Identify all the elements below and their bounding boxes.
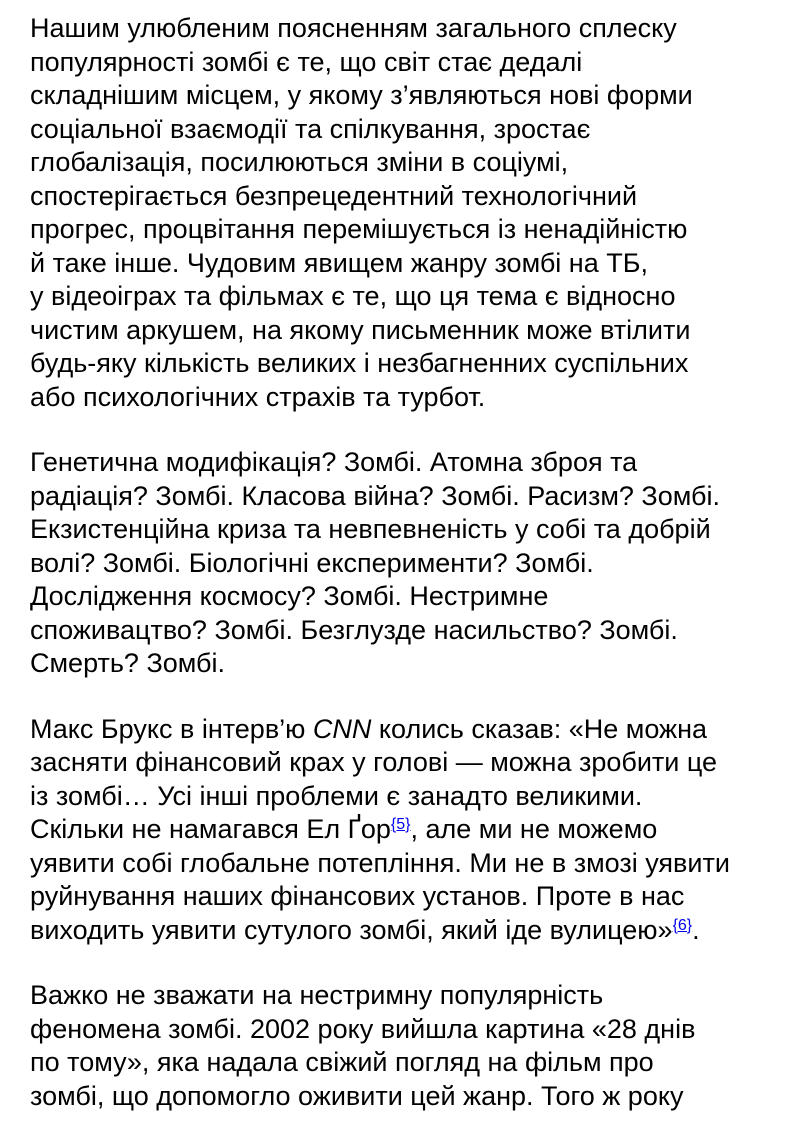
footnote-link-5[interactable]: {5}	[390, 816, 411, 833]
text-line: зомбі, що допомогло оживити цей жанр. Того ж року	[30, 1080, 684, 1111]
document-page	[30, 12, 775, 1145]
text-line: Смерть? Зомбі.	[30, 648, 225, 678]
text-segment: , але ми не можемо	[410, 814, 658, 844]
text-line: чистим аркушем, на якому письменник може втілити	[30, 314, 691, 345]
text-line	[30, 713, 775, 747]
text-line: Генетична модифікація? Зомбі. Атомна зброя та	[30, 447, 638, 477]
text-line: прогрес, процвітання перемішується із ненадійністю	[30, 214, 688, 244]
paragraph-zombie-list	[30, 446, 775, 681]
text-line: уявити собі глобальне потепління. Ми не в змозі уявити	[30, 847, 730, 878]
text-line: спостерігається безпрецедентний технологічний	[30, 180, 638, 211]
paragraph-zombie-phenomenon	[30, 979, 775, 1113]
text-line: із зомбі… Усі інші проблеми є занадто великими.	[30, 780, 643, 811]
text-line: споживацтво? Зомбі. Безглузде насильство? Зомбі.	[30, 614, 678, 645]
text-line	[30, 914, 775, 948]
text-line: по тому», яка надала свіжий погляд на фільм про	[30, 1047, 654, 1077]
text-line: у відеоіграх та фільмах є те, що ця тема є відносно	[30, 281, 676, 311]
cnn-italic: CNN	[312, 713, 372, 744]
text-line: радіація? Зомбі. Класова війна? Зомбі. Расизм? Зомбі.	[30, 480, 720, 511]
text-segment: Скільки не намагався Ел Ґор	[30, 814, 391, 844]
text-line: Екзистенційна криза та невпевненість у собі та добрій	[30, 514, 711, 544]
text-line: Важко не зважати на нестримну популярність	[30, 980, 604, 1010]
text-segment: Макс Брукс в інтерв’ю	[30, 713, 313, 744]
text-segment: колись сказав: «Не можна	[371, 713, 708, 744]
text-line: Дослідження космосу? Зомбі. Нестримне	[30, 581, 549, 611]
text-line: й таке інше. Чудовим явищем жанру зомбі на ТБ,	[30, 247, 648, 278]
text-line: складнішим місцем, у якому з’являються нові форми	[30, 80, 693, 110]
text-line: руйнування наших фінансових установ. Проте в нас	[30, 881, 685, 911]
text-line: засняти фінансовий крах у голові — можна зробити це	[30, 747, 718, 777]
text-line: або психологічних страхів та турбот.	[30, 381, 486, 412]
text-line: глобалізація, посилюються зміни в соціумі,	[30, 147, 569, 177]
text-line	[30, 813, 775, 847]
text-line: феномена зомбі. 2002 року вийшла картина «28 днів	[30, 1013, 696, 1044]
text-line: будь-яку кількість великих і незбагненних суспільних	[30, 348, 689, 378]
footnote-link-6[interactable]: {6}	[672, 916, 693, 934]
paragraph-zombie-popularity	[30, 12, 775, 414]
text-line: соціальної взаємодії та спілкування, зростає	[30, 113, 591, 144]
paragraph-max-brooks-quote	[30, 713, 775, 948]
text-line: Нашим улюбленим поясненням загального сплеску	[30, 13, 677, 43]
text-line: волі? Зомбі. Біологічні експерименти? Зомбі.	[30, 547, 594, 578]
text-line: популярності зомбі є те, що світ стає дедалі	[30, 46, 583, 77]
text-segment: виходить уявити сутулого зомбі, який іде вулицею»	[30, 914, 673, 945]
text-segment: .	[692, 914, 700, 945]
